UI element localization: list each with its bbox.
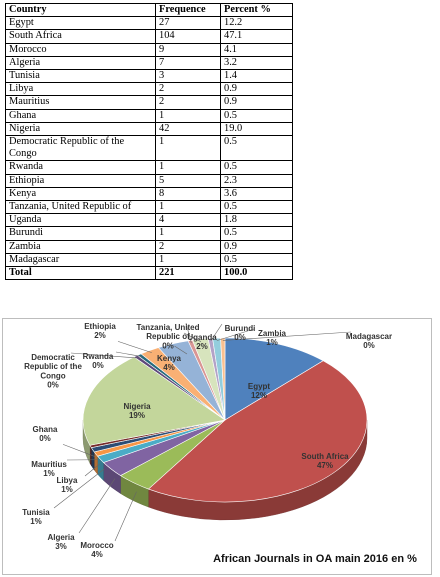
table-row (6, 43, 293, 56)
country-cell: Tanzania, United Republic of (6, 201, 156, 214)
leader-line-2 (115, 492, 136, 541)
percent-cell: 3.6 (221, 187, 293, 200)
percent-cell: 0.9 (221, 240, 293, 253)
frequence-cell: 7 (156, 56, 221, 69)
percent-cell: 19.0 (221, 122, 293, 135)
frequence-cell: 1 (156, 253, 221, 266)
frequence-cell: 1 (156, 109, 221, 122)
table-row (6, 96, 293, 109)
pie-label-line: Kenya (156, 354, 182, 363)
pie-label-line: Madagascar (345, 332, 393, 341)
frequence-cell: 3 (156, 70, 221, 83)
pie-label-line: Ethiopia (84, 322, 116, 331)
table-row (6, 136, 293, 161)
pie-label-line: Libya (56, 476, 78, 485)
total-label-cell: Total (6, 267, 156, 280)
percent-cell: 1.4 (221, 70, 293, 83)
table-row (6, 30, 293, 43)
percent-cell: 1.8 (221, 214, 293, 227)
pie-label-line: Algeria (47, 533, 75, 542)
frequence-cell: 8 (156, 187, 221, 200)
pie-label-line: Rwanda (82, 352, 114, 361)
pie-label-2 (80, 541, 113, 559)
pie-label-9 (24, 353, 82, 390)
pie-chart-panel (2, 318, 432, 575)
country-cell: Nigeria (6, 122, 156, 135)
pie-label-3 (47, 533, 75, 551)
pie-label-line: Republic of the (24, 362, 82, 372)
pie-label-line: 1% (266, 338, 278, 348)
table-row (6, 240, 293, 253)
table-row (6, 122, 293, 135)
pie-label-line: 2% (94, 331, 106, 341)
table-row (6, 227, 293, 240)
country-cell: Madagascar (6, 253, 156, 266)
leader-line-3 (79, 479, 115, 533)
country-frequency-table (5, 3, 293, 280)
table-row (6, 56, 293, 69)
country-cell: South Africa (6, 30, 156, 43)
country-cell: Burundi (6, 227, 156, 240)
table-row (6, 109, 293, 122)
pie-label-line: Tunisia (22, 508, 50, 517)
total-percent-cell: 100.0 (221, 267, 293, 280)
frequence-cell: 2 (156, 83, 221, 96)
pie-label-line: 0% (47, 380, 59, 390)
pie-label-line: 1% (61, 485, 73, 495)
pie-label-line: South Africa (301, 452, 349, 461)
frequence-cell: 5 (156, 174, 221, 187)
chart-title: African Journals in OA main 2016 en % (213, 553, 417, 565)
pie-label-line: Uganda (187, 333, 217, 342)
header-frequence: Frequence (156, 4, 221, 17)
pie-label-line: Nigeria (123, 402, 151, 411)
pie-label-4 (22, 508, 50, 526)
pie-label-line: Republic of (146, 332, 190, 342)
percent-cell: 0.5 (221, 201, 293, 214)
header-country: Country (6, 4, 156, 17)
pie-label-line: Ghana (32, 425, 58, 434)
pie-slices (83, 338, 367, 502)
pie-label-line: 0% (234, 333, 246, 343)
leader-line-11 (118, 341, 152, 352)
country-cell: Mauritius (6, 96, 156, 109)
frequence-cell: 2 (156, 96, 221, 109)
table-row (6, 174, 293, 187)
pie-label-line: 1% (30, 517, 42, 527)
percent-cell: 0.5 (221, 136, 293, 161)
pie-label-line: 12% (250, 391, 268, 401)
frequence-cell: 104 (156, 30, 221, 43)
percent-cell: 0.5 (221, 109, 293, 122)
frequence-cell: 9 (156, 43, 221, 56)
pie-label-line: Tanzania, United (136, 323, 200, 332)
pie-label-line: 4% (91, 550, 103, 560)
pie-label-line: 4% (163, 363, 175, 373)
total-frequence-cell: 221 (156, 267, 221, 280)
percent-cell: 0.9 (221, 96, 293, 109)
pie-label-line: Morocco (80, 541, 114, 550)
country-cell: Tunisia (6, 70, 156, 83)
pie-label-line: Democratic (31, 353, 75, 362)
frequence-cell: 1 (156, 201, 221, 214)
pie-label-line: 1% (43, 469, 55, 479)
pie-label-line: Egypt (247, 382, 271, 391)
pie-label-10 (83, 352, 114, 370)
percent-cell: 4.1 (221, 43, 293, 56)
table-row (6, 214, 293, 227)
country-cell: Algeria (6, 56, 156, 69)
frequence-cell: 42 (156, 122, 221, 135)
percent-cell: 0.5 (221, 227, 293, 240)
header-percent: Percent % (221, 4, 293, 17)
percent-cell: 12.2 (221, 17, 293, 30)
table-row (6, 17, 293, 30)
pie-label-line: Zambia (257, 329, 287, 338)
pie-label-line: 0% (39, 434, 51, 444)
percent-cell: 0.5 (221, 161, 293, 174)
table-header-row (6, 4, 293, 17)
pie-label-line: Mauritius (31, 460, 67, 469)
percent-cell: 0.9 (221, 83, 293, 96)
country-cell: Egypt (6, 17, 156, 30)
table-row (6, 253, 293, 266)
country-cell: Uganda (6, 214, 156, 227)
pie-label-17 (346, 332, 392, 350)
pie-label-line: 0% (92, 361, 104, 371)
country-cell: Democratic Republic of the Congo (6, 136, 156, 161)
pie-label-line: 0% (363, 341, 375, 351)
pie-label-line: 47% (316, 461, 334, 471)
country-cell: Ethiopia (6, 174, 156, 187)
table-row (6, 201, 293, 214)
pie-label-line: 2% (196, 342, 208, 352)
country-cell: Kenya (6, 187, 156, 200)
percent-cell: 3.2 (221, 56, 293, 69)
table-row (6, 70, 293, 83)
frequence-cell: 2 (156, 240, 221, 253)
frequence-cell: 1 (156, 161, 221, 174)
table-total-row (6, 267, 293, 280)
frequence-cell: 1 (156, 227, 221, 240)
table-row (6, 161, 293, 174)
country-cell: Ghana (6, 109, 156, 122)
pie-label-line: 0% (162, 341, 174, 351)
table-row (6, 83, 293, 96)
pie-slice-side-7 (90, 445, 91, 465)
leader-line-10 (116, 352, 142, 357)
pie-label-7 (33, 425, 58, 443)
percent-cell: 2.3 (221, 174, 293, 187)
pie-label-11 (84, 322, 116, 340)
frequence-cell: 27 (156, 17, 221, 30)
frequence-cell: 1 (156, 136, 221, 161)
frequence-cell: 4 (156, 214, 221, 227)
country-table-wrapper (5, 3, 292, 280)
percent-cell: 0.5 (221, 253, 293, 266)
pie-label-line: Congo (40, 371, 66, 381)
percent-cell: 47.1 (221, 30, 293, 43)
country-cell: Zambia (6, 240, 156, 253)
country-cell: Morocco (6, 43, 156, 56)
country-cell: Libya (6, 83, 156, 96)
pie-label-line: 3% (55, 542, 67, 552)
pie-chart (3, 319, 431, 574)
table-row (6, 187, 293, 200)
pie-label-line: 19% (128, 411, 146, 421)
pie-label-line: Burundi (224, 324, 256, 333)
country-cell: Rwanda (6, 161, 156, 174)
